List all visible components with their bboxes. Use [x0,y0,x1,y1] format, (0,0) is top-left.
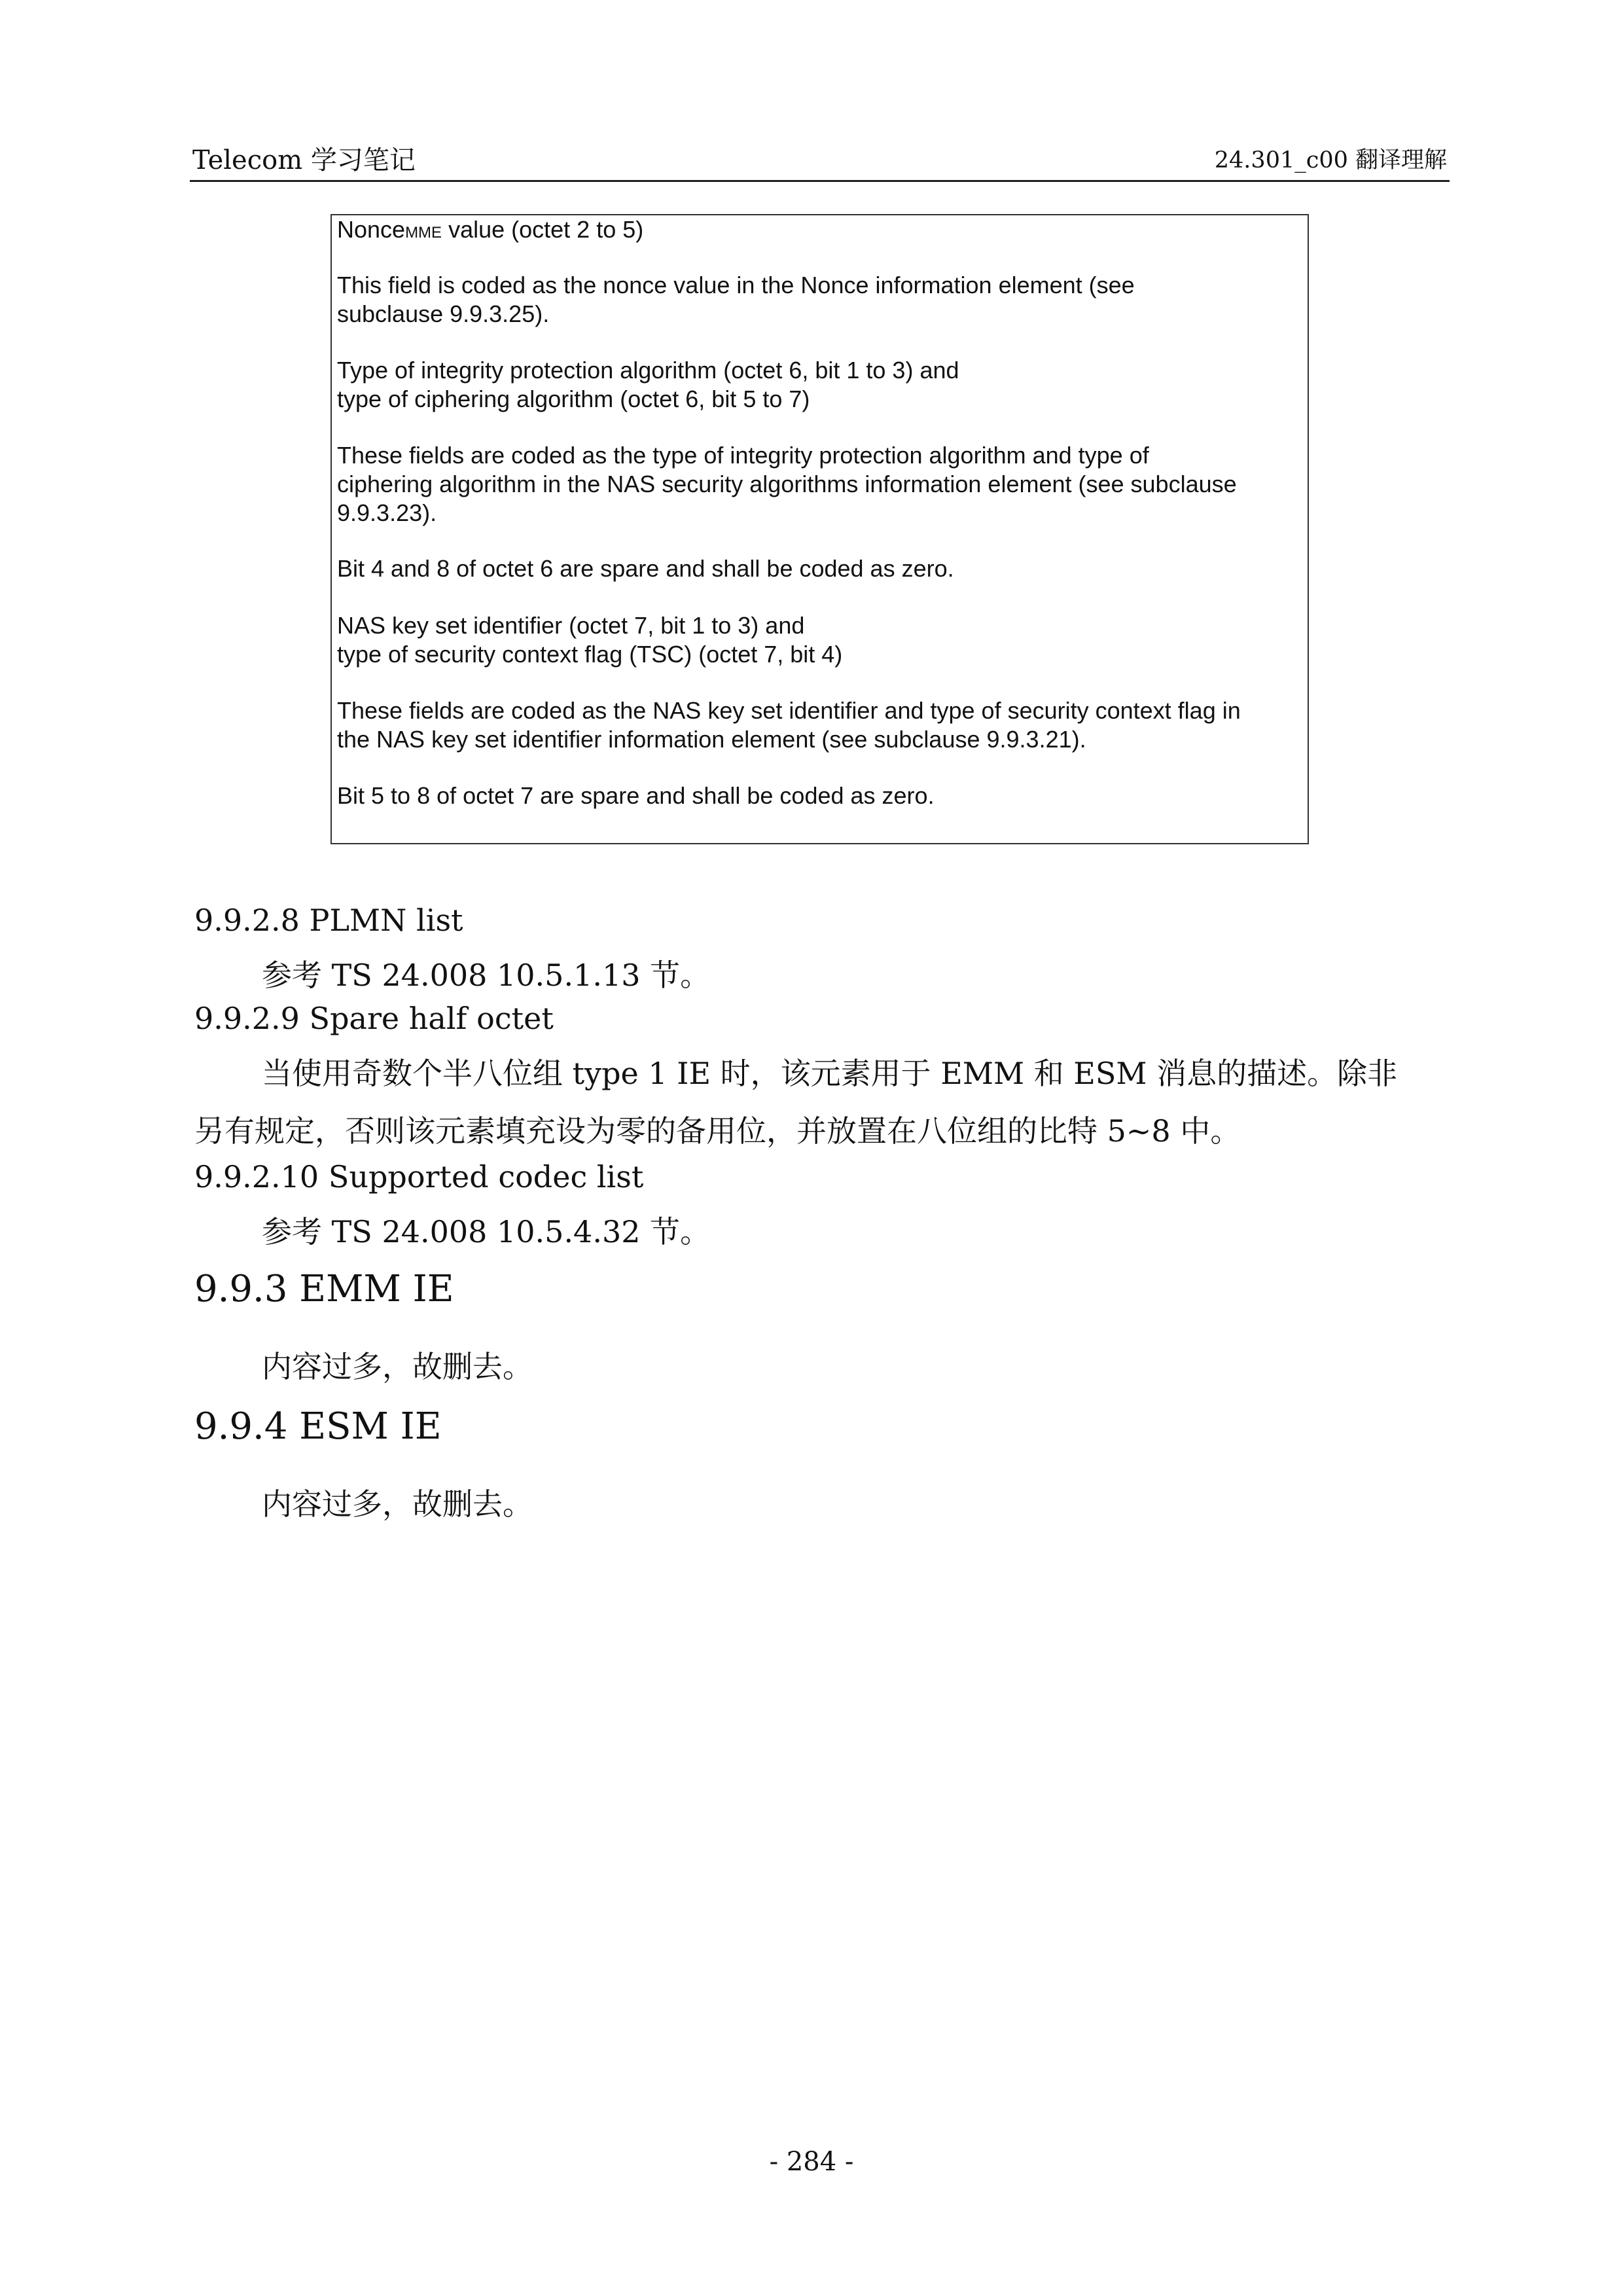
nonce-rest: value (octet 2 to 5) [442,216,644,243]
body-spare-half-octet-line1: 当使用奇数个半八位组 type 1 IE 时，该元素用于 EMM 和 ESM 消息的描述。除非 [262,1056,1398,1091]
heading-supported-codec-list: 9.9.2.10 Supported codec list [194,1159,644,1194]
nonce-subscript: MME [405,224,442,242]
box-line: These fields are coded as the NAS key set identifier and type of security context flag in [337,697,1241,724]
body-supported-codec-list: 参考 TS 24.008 10.5.4.32 节。 [262,1214,711,1249]
body-spare-half-octet-line2: 另有规定，否则该元素填充设为零的备用位，并放置在八位组的比特 5~8 中。 [194,1113,1241,1149]
box-line: ciphering algorithm in the NAS security algorithms information element (see subclause [337,471,1237,497]
box-line: type of security context flag (TSC) (octet 7, bit 4) [337,641,843,668]
body-esm-ie: 内容过多，故删去。 [262,1486,533,1522]
box-line: the NAS key set identifier information element (see subclause 9.9.3.21). [337,726,1086,753]
heading-emm-ie: 9.9.3 EMM IE [194,1268,454,1310]
page-number: - 284 - [769,2147,854,2177]
nonce-label: Nonce [337,216,406,243]
box-line: These fields are coded as the type of integrity protection algorithm and type of [337,442,1149,469]
box-line: Type of integrity protection algorithm (octet 6, bit 1 to 3) and [337,357,959,384]
body-plmn-list: 参考 TS 24.008 10.5.1.13 节。 [262,958,711,993]
body-emm-ie: 内容过多，故删去。 [262,1349,533,1384]
heading-spare-half-octet: 9.9.2.9 Spare half octet [194,1001,554,1036]
page-header [190,134,1450,182]
header-title: Telecom 学习笔记 [192,145,416,175]
box-line: 9.9.3.23). [337,499,437,526]
box-line: type of ciphering algorithm (octet 6, bit 5 to 7) [337,386,810,412]
box-line-nonce-field [337,215,643,247]
header-doc-id: 24.301_c00 翻译理解 [1214,147,1447,173]
heading-plmn-list: 9.9.2.8 PLMN list [194,903,463,938]
box-line: subclause 9.9.3.25). [337,300,550,327]
ie-description-box [330,214,1309,844]
box-line: Bit 4 and 8 of octet 6 are spare and shall be coded as zero. [337,555,954,582]
heading-esm-ie: 9.9.4 ESM IE [194,1405,442,1448]
box-line: NAS key set identifier (octet 7, bit 1 to 3) and [337,612,805,639]
box-line: This field is coded as the nonce value in the Nonce information element (see [337,272,1135,298]
box-line: Bit 5 to 8 of octet 7 are spare and shall be coded as zero. [337,782,935,809]
